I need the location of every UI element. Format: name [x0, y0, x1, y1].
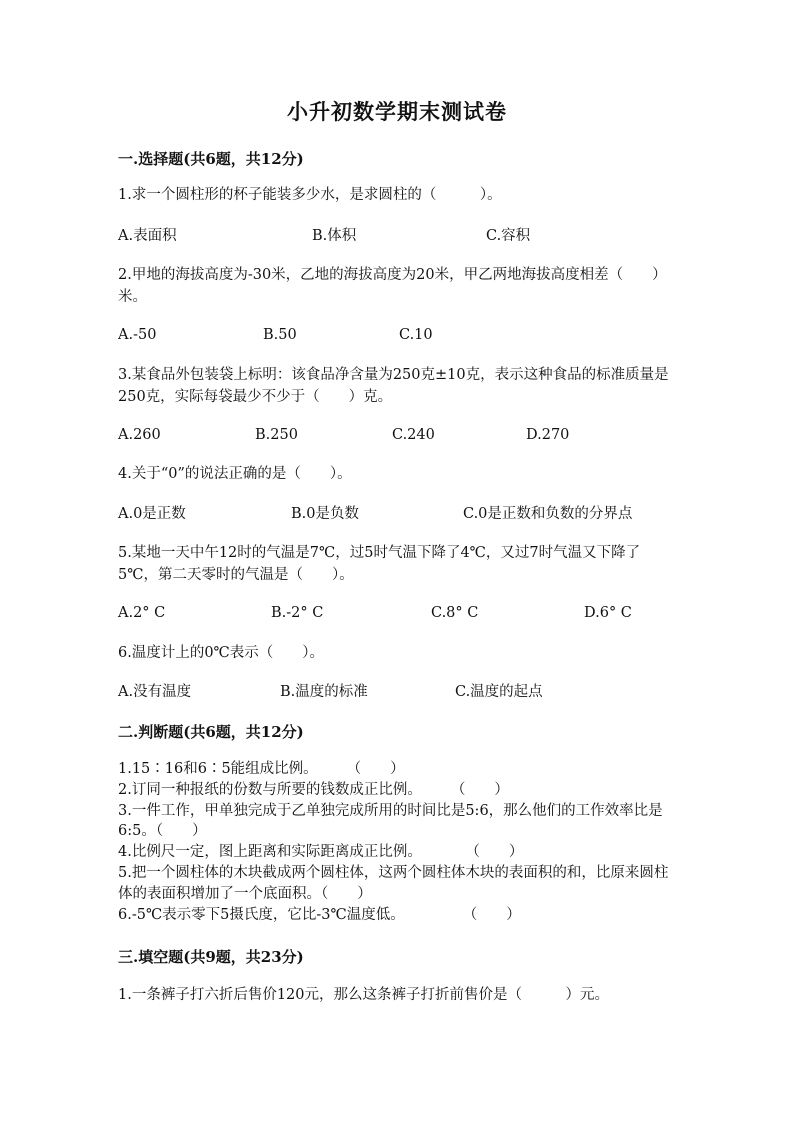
- option-c: C.容积: [486, 228, 531, 244]
- judge-item-6: 6.-5℃表示零下5摄氏度，它比-3℃温度低。 （ ）: [118, 906, 521, 923]
- choice-question-2: 2.甲地的海拔高度为-30米，乙地的海拔高度为20米，甲乙两地海拔高度相差（ ）米。: [118, 267, 667, 305]
- option-b: B.250: [255, 427, 298, 443]
- option-b: B.温度的标准: [280, 684, 368, 700]
- choice-question-5: 5.某地一天中午12时的气温是7℃，过5时气温下降了4℃，又过7时气温又下降了5℃，第二天零时的气温是（ ）。: [118, 545, 641, 583]
- option-c: C.0是正数和负数的分界点: [463, 506, 633, 522]
- option-c: C.温度的起点: [455, 684, 543, 700]
- judge-item-3: 3.一件工作，甲单独完成于乙单独完成所用的时间比是5:6，那么他们的工作效率比是6:5。（ ）: [118, 802, 663, 840]
- section-heading-choice: 一.选择题(共6题，共12分): [118, 150, 304, 168]
- option-b: B.0是负数: [291, 506, 359, 522]
- fill-question-1: 1.一条裤子打六折后售价120元，那么这条裤子打折前售价是（ ）元。: [118, 987, 610, 1003]
- judge-item-4: 4.比例尺一定，图上距离和实际距离成正比例。 （ ）: [118, 844, 524, 861]
- option-a: A.2° C: [118, 605, 166, 621]
- option-a: A.260: [118, 427, 161, 443]
- choice-question-3: 3.某食品外包装袋上标明：该食品净含量为250克±10克，表示这种食品的标准质量是250克，实际每袋最少不少于（ ）克。: [118, 367, 669, 405]
- option-c: C.8° C: [431, 605, 479, 621]
- option-b: B.-2° C: [271, 605, 324, 621]
- choice-question-6: 6.温度计上的0℃表示（ ）。: [118, 645, 325, 661]
- judge-list: [118, 759, 678, 925]
- option-b: B.50: [263, 327, 297, 343]
- judge-item-1: 1.15∶16和6∶5能组成比例。 （ ）: [118, 761, 405, 777]
- option-a: A.没有温度: [118, 684, 192, 700]
- option-a: A.表面积: [118, 228, 177, 244]
- choice-question-4: 4.关于“0”的说法正确的是（ ）。: [118, 466, 352, 482]
- section-heading-judge: 二.判断题(共6题，共12分): [118, 723, 304, 741]
- option-b: B.体积: [312, 228, 357, 244]
- judge-item-2: 2.订同一种报纸的份数与所要的钱数成正比例。 （ ）: [118, 781, 509, 798]
- option-a: A.-50: [118, 327, 157, 343]
- judge-item-5: 5.把一个圆柱体的木块截成两个圆柱体，这两个圆柱体木块的表面积的和，比原来圆柱体的表面积增加了一个底面积。（ ）: [118, 864, 669, 902]
- choice-question-1: 1.求一个圆柱形的杯子能装多少水，是求圆柱的（ ）。: [118, 187, 502, 203]
- option-a: A.0是正数: [118, 506, 186, 522]
- option-c: C.240: [392, 427, 435, 443]
- option-d: D.270: [526, 427, 570, 443]
- section-heading-fill: 三.填空题(共9题，共23分): [118, 948, 304, 966]
- option-d: D.6° C: [584, 605, 632, 621]
- page-title: 小升初数学期末测试卷: [287, 99, 507, 124]
- option-c: C.10: [399, 327, 433, 343]
